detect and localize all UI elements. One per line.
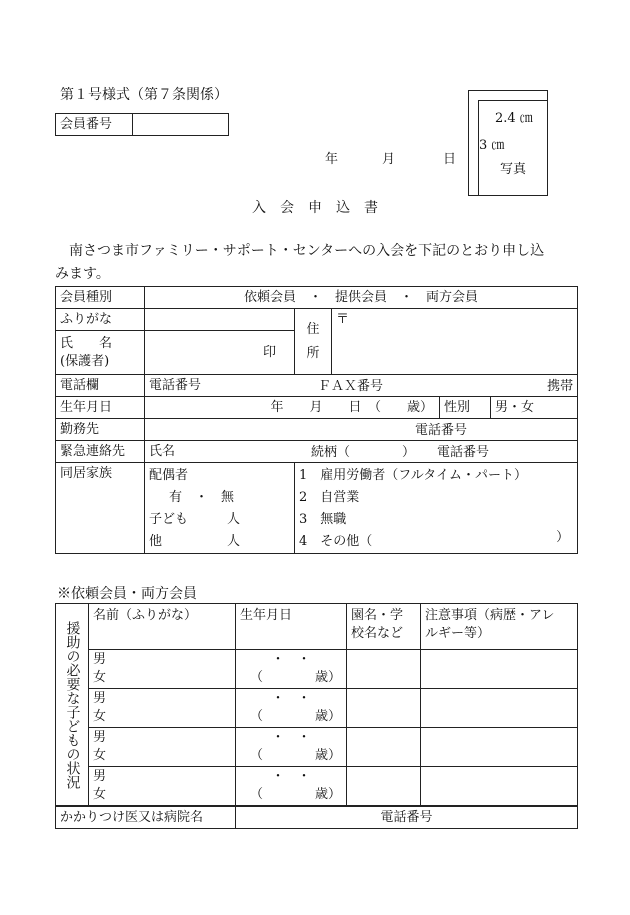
- intro-line-2: みます。: [55, 266, 110, 282]
- child-sex-male: 男: [93, 652, 107, 668]
- child-sex-female: 女: [93, 670, 107, 685]
- child-sex[interactable]: [89, 767, 236, 806]
- child-sex-female: 女: [93, 709, 107, 724]
- child-row: [56, 650, 578, 689]
- date-year: 年: [325, 152, 339, 167]
- name-guardian-label: [56, 331, 145, 375]
- section2-label: ※依頼会員・両方会員: [57, 586, 197, 602]
- child-birth-dots: ・ ・: [271, 691, 311, 707]
- furigana-field[interactable]: [145, 309, 295, 331]
- work-phone-label: 電話番号: [415, 423, 468, 438]
- col-notes-header: [421, 604, 578, 650]
- child-sex-female: 女: [93, 787, 107, 802]
- page-title: 入 会 申 込 書: [252, 200, 378, 216]
- child-sex[interactable]: [89, 728, 236, 767]
- postal-mark: 〒: [336, 312, 350, 327]
- col-school-header-2: 校名など: [351, 625, 404, 641]
- child-age: （ 歳）: [250, 787, 342, 802]
- child-age: （ 歳）: [250, 709, 342, 724]
- child-birth[interactable]: [236, 689, 347, 728]
- child-sex[interactable]: [89, 650, 236, 689]
- doctor-phone-label: 電話番号: [380, 809, 433, 825]
- child-school[interactable]: [347, 689, 421, 728]
- child-sex[interactable]: [89, 689, 236, 728]
- seal-label: 印: [262, 344, 276, 360]
- employment-option-4: 4 その他（: [299, 534, 373, 549]
- col-school-header-1: 園名・学: [351, 608, 404, 623]
- child-school[interactable]: [347, 650, 421, 689]
- fax-number-label: ＦＡＸ番号: [318, 379, 384, 394]
- doctor-table: [55, 806, 578, 829]
- sex-label: 性別: [440, 397, 491, 419]
- child-notes[interactable]: [421, 728, 578, 767]
- mobile-label: 携帯: [547, 379, 574, 394]
- phone-label: 電話欄: [56, 375, 145, 397]
- child-row: [56, 767, 578, 806]
- photo-box: [468, 90, 548, 196]
- member-type-options[interactable]: 依頼会員 ・ 提供会員 ・ 両方会員: [145, 287, 578, 309]
- child-birth[interactable]: [236, 650, 347, 689]
- employment-option-3: 3 無職: [299, 512, 347, 527]
- furigana-label: ふりがな: [56, 309, 145, 331]
- phone-number-label: 電話番号: [149, 377, 202, 393]
- name-field[interactable]: [145, 331, 295, 375]
- sex-options[interactable]: 男・女: [491, 397, 578, 419]
- intro-line-1: 南さつま市ファミリー・サポート・センターへの入会を下記のとおり申し込: [55, 243, 545, 259]
- doctor-phone-field[interactable]: [236, 807, 578, 829]
- family-right[interactable]: [295, 463, 578, 554]
- child-school[interactable]: [347, 728, 421, 767]
- col-school-header: [347, 604, 421, 650]
- child-birth-dots: ・ ・: [271, 730, 311, 746]
- member-number-label: 会員番号: [56, 114, 133, 136]
- col-birth-header: 生年月日: [236, 604, 347, 650]
- col-name-header: 名前（ふりがな）: [89, 604, 236, 650]
- birth-field[interactable]: 年 月 日 （ 歳）: [145, 397, 440, 419]
- col-notes-header-2: ルギー等）: [425, 625, 491, 641]
- work-label: 勤務先: [56, 419, 145, 441]
- date-day: 日: [443, 152, 457, 167]
- guardian-label: (保護者): [60, 353, 110, 369]
- relation-label: 続柄（ ）: [311, 445, 416, 460]
- family-label: 同居家族: [56, 463, 145, 554]
- address-label-1: 住: [306, 321, 320, 337]
- family-left[interactable]: [145, 463, 295, 554]
- form-number-label: 第１号様式（第７条関係）: [60, 87, 228, 103]
- photo-label: 写真: [500, 162, 527, 177]
- child-birth[interactable]: [236, 767, 347, 806]
- member-number-box: [55, 113, 229, 136]
- name-label: 氏 名: [60, 335, 113, 351]
- photo-height: 3 ㎝: [479, 138, 505, 153]
- spouse-options: 有 ・ 無: [169, 490, 235, 505]
- doctor-label: かかりつけ医又は病院名: [56, 807, 236, 829]
- birth-label: 生年月日: [56, 397, 145, 419]
- child-notes[interactable]: [421, 650, 578, 689]
- child-row: [56, 728, 578, 767]
- children-table: [55, 603, 578, 806]
- date-month: 月: [382, 152, 396, 167]
- child-birth-dots: ・ ・: [271, 769, 311, 785]
- member-number-field[interactable]: [133, 114, 229, 136]
- emergency-name-label: 氏名: [149, 443, 176, 459]
- child-notes[interactable]: [421, 689, 578, 728]
- member-type-label: 会員種別: [56, 287, 145, 309]
- child-birth[interactable]: [236, 728, 347, 767]
- others-count: 他 人: [149, 534, 241, 549]
- child-sex-female: 女: [93, 748, 107, 763]
- address-field[interactable]: [332, 309, 578, 375]
- employment-option-2: 2 自営業: [299, 490, 360, 505]
- child-sex-male: 男: [93, 769, 107, 785]
- emergency-field[interactable]: [145, 441, 578, 463]
- child-sex-male: 男: [93, 691, 107, 707]
- work-field[interactable]: [145, 419, 578, 441]
- child-notes[interactable]: [421, 767, 578, 806]
- emergency-label: 緊急連絡先: [56, 441, 145, 463]
- spouse-label: 配偶者: [149, 468, 189, 483]
- phone-field[interactable]: [145, 375, 578, 397]
- child-school[interactable]: [347, 767, 421, 806]
- photo-width: 2.4 ㎝: [495, 111, 533, 126]
- col-notes-header-1: 注意事項（病歴・アレ: [425, 608, 555, 623]
- emergency-phone-label: 電話番号: [437, 445, 490, 460]
- employment-option-4-close: ）: [556, 530, 570, 545]
- children-count: 子ども 人: [149, 512, 241, 527]
- child-birth-dots: ・ ・: [271, 652, 311, 668]
- children-side-label: 援助の必要な子どもの状況: [56, 604, 89, 806]
- address-label-2: 所: [306, 345, 320, 361]
- employment-option-1: 1 雇用労働者（フルタイム・パート）: [299, 468, 527, 483]
- application-table: [55, 286, 578, 554]
- child-age: （ 歳）: [250, 670, 342, 685]
- child-sex-male: 男: [93, 730, 107, 746]
- child-row: [56, 689, 578, 728]
- address-label: [295, 309, 332, 375]
- child-age: （ 歳）: [250, 748, 342, 763]
